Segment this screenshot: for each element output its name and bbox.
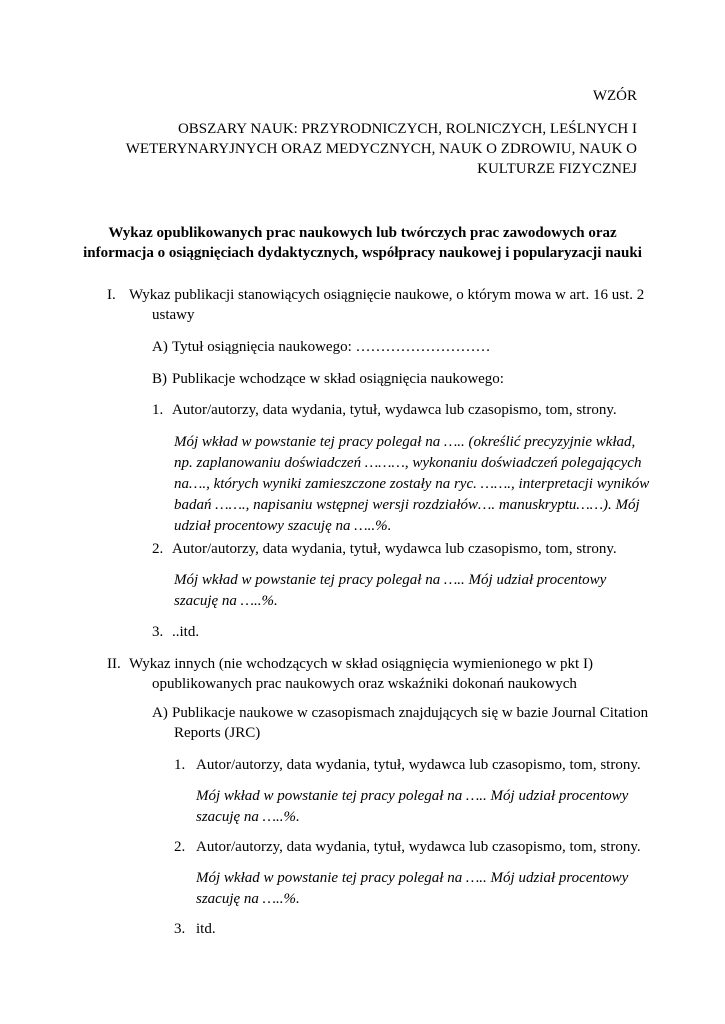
- section-1-item-1-text: Autor/autorzy, data wydania, tytuł, wydawca lub czasopismo, tom, strony.: [172, 402, 617, 418]
- section-2-item-3-text: itd.: [196, 921, 216, 937]
- note-line: badań ……., napisaniu wstępnej wersji rozdziałów…. manuskryptu……). Mój: [174, 497, 640, 513]
- note-line: Mój wkład w powstanie tej pracy polegał na ….. Mój udział procentowy: [196, 788, 629, 804]
- template-label: WZÓR: [592, 88, 637, 104]
- note-line: szacuję na …..%.: [174, 593, 278, 609]
- science-areas-line-3: KULTURZE FIZYCZNEJ: [477, 161, 637, 177]
- section-2-item-3-number: 3.: [174, 921, 186, 937]
- section-2-item-1-number: 1.: [174, 757, 186, 773]
- section-2-a-line-1: Publikacje naukowe w czasopismach znajdujących się w bazie Journal Citation: [172, 705, 649, 721]
- section-1-heading-line-1: Wykaz publikacji stanowiących osiągnięcie naukowe, o którym mowa w art. 16 ust. 2: [129, 287, 645, 303]
- section-1-item-3-number: 3.: [152, 624, 164, 640]
- document-title-line-2: informacja o osiągnięciach dydaktycznych, współpracy naukowej i popularyzacji nauki: [83, 245, 642, 261]
- section-2-item-2-text: Autor/autorzy, data wydania, tytuł, wydawca lub czasopismo, tom, strony.: [196, 839, 641, 855]
- document-title-line-1: Wykaz opublikowanych prac naukowych lub twórczych prac zawodowych oraz: [108, 225, 617, 241]
- section-1-item-2-text: Autor/autorzy, data wydania, tytuł, wydawca lub czasopismo, tom, strony.: [172, 541, 617, 557]
- note-line: udział procentowy szacuję na …..%.: [174, 518, 392, 534]
- section-1-a-marker: A): [152, 339, 168, 355]
- section-2-item-1-text: Autor/autorzy, data wydania, tytuł, wydawca lub czasopismo, tom, strony.: [196, 757, 641, 773]
- section-1-b-text: Publikacje wchodzące w skład osiągnięcia naukowego:: [172, 371, 504, 387]
- note-line: Mój wkład w powstanie tej pracy polegał na ….. Mój udział procentowy: [196, 870, 629, 886]
- section-2-item-2-note: [196, 868, 628, 910]
- section-2-item-1-note: [196, 786, 628, 828]
- science-areas-line-1: OBSZARY NAUK: PRZYRODNICZYCH, ROLNICZYCH, LEŚLNYCH I: [177, 121, 637, 137]
- section-2-heading-line-1: Wykaz innych (nie wchodzących w skład osiągnięcia wymienionego w pkt I): [129, 656, 593, 672]
- achievement-title-field: Tytuł osiągnięcia naukowego: ………………………: [172, 339, 491, 355]
- section-1-numeral: I.: [107, 287, 116, 303]
- note-line: Mój wkład w powstanie tej pracy polegał na ….. (określić precyzyjnie wkład,: [174, 434, 636, 450]
- section-2-heading-line-2: opublikowanych prac naukowych oraz wskaźniki dokonań naukowych: [152, 676, 577, 692]
- section-1-heading-line-2: ustawy: [152, 307, 195, 323]
- note-line: Mój wkład w powstanie tej pracy polegał na ….. Mój udział procentowy: [174, 572, 607, 588]
- note-line: szacuję na …..%.: [196, 891, 300, 907]
- section-1-item-2-number: 2.: [152, 541, 164, 557]
- note-line: np. zaplanowaniu doświadczeń ………, wykonaniu doświadczeń polegających: [174, 455, 642, 471]
- section-1-item-2-note: [174, 570, 606, 612]
- science-areas-line-2: WETERYNARYJNYCH ORAZ MEDYCZNYCH, NAUK O ZDROWIU, NAUK O: [125, 141, 637, 157]
- note-line: szacuję na …..%.: [196, 809, 300, 825]
- section-1-b-marker: B): [152, 371, 167, 387]
- section-1-item-1-note: [174, 432, 649, 537]
- section-1-item-1-number: 1.: [152, 402, 164, 418]
- section-2-a-line-2: Reports (JRC): [174, 725, 261, 741]
- note-line: na…., których wyniki zamieszczone zostały na ryc. ……., interpretacji wyników: [174, 476, 650, 492]
- section-2-numeral: II.: [107, 656, 121, 672]
- section-2-item-2-number: 2.: [174, 839, 186, 855]
- section-1-item-3-text: ..itd.: [172, 624, 200, 640]
- section-2-a-marker: A): [152, 705, 168, 721]
